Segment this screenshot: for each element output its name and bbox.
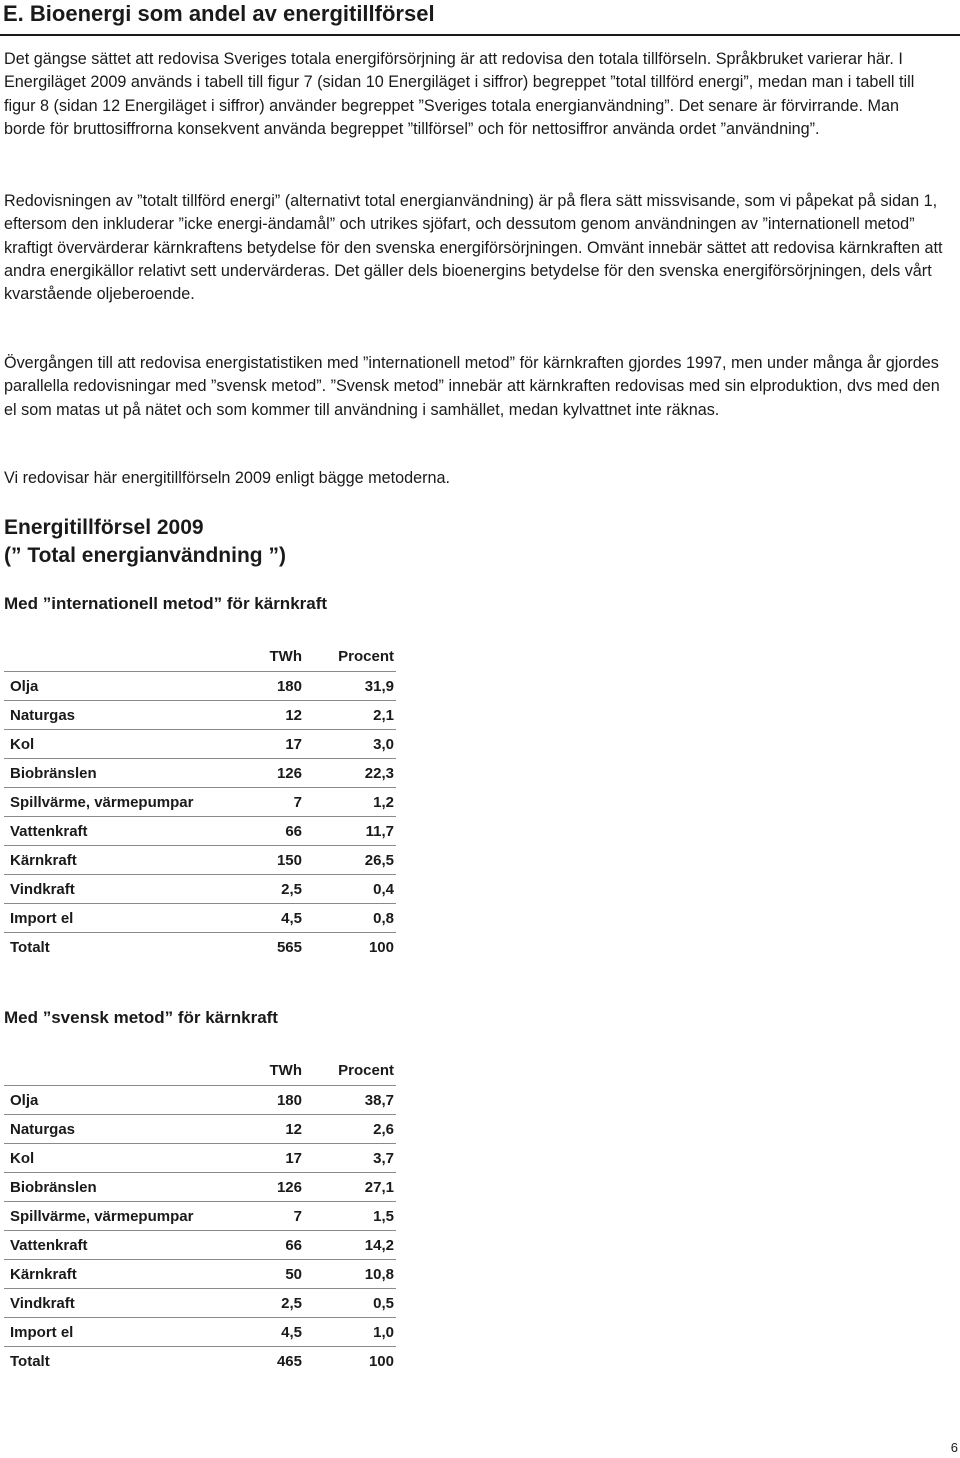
twh-cell: 4,5 <box>224 1318 304 1347</box>
twh-cell: 180 <box>224 1086 304 1115</box>
table-row <box>4 788 396 817</box>
twh-cell: 180 <box>224 672 304 701</box>
table-heading-swedish: Med ”svensk metod” för kärnkraft <box>4 1008 278 1027</box>
percent-cell: 0,8 <box>304 904 396 933</box>
table-row <box>4 1347 396 1376</box>
table-row <box>4 1231 396 1260</box>
table-row <box>4 904 396 933</box>
row-label: Naturgas <box>4 701 224 730</box>
table-row <box>4 672 396 701</box>
row-label: Vindkraft <box>4 1289 224 1318</box>
table-row <box>4 846 396 875</box>
percent-cell: 3,0 <box>304 730 396 759</box>
column-header-name <box>4 642 224 672</box>
twh-cell: 12 <box>224 1115 304 1144</box>
table-row <box>4 759 396 788</box>
row-label: Totalt <box>10 1352 50 1370</box>
paragraph-3: Övergången till att redovisa energistatistiken med ”internationell metod” för kärnkraften gjordes 1997, men under många år gjordes parallella redovisningar med ”svensk metod”. ”Svensk metod” innebär att kärnkraften redovisas med sin elproduktion, dvs med den el som matas ut på nätet och som kommer till användning i samhället, medan kylvattnet inte räknas. <box>4 354 940 419</box>
energy-table-swedish <box>4 1056 396 1375</box>
row-label: Vindkraft <box>4 875 224 904</box>
row-label: Kärnkraft <box>4 1260 224 1289</box>
row-label: Vattenkraft <box>4 1231 224 1260</box>
percent-cell: 3,7 <box>304 1144 396 1173</box>
percent-cell: 1,2 <box>304 788 396 817</box>
twh-cell: 126 <box>224 1173 304 1202</box>
row-label: Biobränslen <box>4 759 224 788</box>
table-body <box>4 672 396 962</box>
twh-cell: 7 <box>224 788 304 817</box>
table-row <box>4 1086 396 1115</box>
row-label: Olja <box>4 672 224 701</box>
percent-cell: 1,5 <box>304 1202 396 1231</box>
percent-cell: 2,6 <box>304 1115 396 1144</box>
row-label: Kol <box>4 730 224 759</box>
row-label: Biobränslen <box>4 1173 224 1202</box>
twh-cell: 2,5 <box>224 875 304 904</box>
twh-cell: 17 <box>224 730 304 759</box>
table-row <box>4 1115 396 1144</box>
row-label: Naturgas <box>4 1115 224 1144</box>
row-label: Totalt <box>10 938 50 956</box>
table-row <box>4 933 396 962</box>
twh-cell: 12 <box>224 701 304 730</box>
percent-cell: 100 <box>368 1352 394 1370</box>
paragraph-1: Det gängse sättet att redovisa Sveriges totala energiförsörjning är att redovisa den totala tillförseln. Språkbruket varierar här. I Energiläget 2009 används i tabell till figur 7 (sidan 10 Energiläget i siffror) begreppet ”total tillförd energi”, medan man i tabell till figur 8 (sidan 12 Energiläget i siffror) använder begreppet ”Sveriges totala energianvändning”. Det senare är förvirrande. Man borde för bruttosiffrorna konsekvent använda begreppet ”tillförsel” och för nettosiffror använda ordet ”användning”. <box>4 50 915 138</box>
table-row <box>4 701 396 730</box>
percent-cell: 1,0 <box>304 1318 396 1347</box>
row-label: Kärnkraft <box>4 846 224 875</box>
table-row <box>4 1289 396 1318</box>
table-row <box>4 1173 396 1202</box>
percent-cell: 0,4 <box>304 875 396 904</box>
table-row <box>4 1144 396 1173</box>
table-heading-international: Med ”internationell metod” för kärnkraft <box>4 594 328 613</box>
row-label: Olja <box>4 1086 224 1115</box>
twh-cell: 126 <box>224 759 304 788</box>
percent-cell: 22,3 <box>304 759 396 788</box>
row-label: Vattenkraft <box>4 817 224 846</box>
row-label: Import el <box>4 1318 224 1347</box>
row-label: Spillvärme, värmepumpar <box>4 788 224 817</box>
percent-cell: 31,9 <box>304 672 396 701</box>
percent-cell: 11,7 <box>304 817 396 846</box>
column-header-twh: TWh <box>224 1056 304 1086</box>
section-title: E. Bioenergi som andel av energitillförsel <box>0 0 960 36</box>
percent-cell: 14,2 <box>304 1231 396 1260</box>
energy-table-international <box>4 642 396 961</box>
table-body <box>4 1086 396 1376</box>
table-section-subtitle: (” Total energianvändning ”) <box>4 544 286 567</box>
twh-cell: 4,5 <box>224 904 304 933</box>
table-row <box>4 730 396 759</box>
percent-cell: 10,8 <box>304 1260 396 1289</box>
twh-cell: 465 <box>276 1352 302 1370</box>
twh-cell: 17 <box>224 1144 304 1173</box>
twh-cell: 66 <box>224 1231 304 1260</box>
page-number: 6 <box>950 1440 958 1455</box>
table-header-row <box>4 1056 396 1086</box>
percent-cell: 27,1 <box>304 1173 396 1202</box>
table-row <box>4 1202 396 1231</box>
column-header-twh: TWh <box>224 642 304 672</box>
row-label: Import el <box>4 904 224 933</box>
twh-cell: 50 <box>224 1260 304 1289</box>
column-header-percent: Procent <box>304 642 396 672</box>
twh-cell: 565 <box>276 938 302 956</box>
table-section-title: Energitillförsel 2009 <box>4 516 204 539</box>
table-row <box>4 875 396 904</box>
percent-cell: 38,7 <box>304 1086 396 1115</box>
percent-cell: 2,1 <box>304 701 396 730</box>
twh-cell: 7 <box>224 1202 304 1231</box>
table-row <box>4 817 396 846</box>
row-label: Kol <box>4 1144 224 1173</box>
paragraph-4: Vi redovisar här energitillförseln 2009 enligt bägge metoderna. <box>4 469 451 487</box>
percent-cell: 100 <box>368 938 394 956</box>
percent-cell: 26,5 <box>304 846 396 875</box>
twh-cell: 150 <box>224 846 304 875</box>
row-label: Spillvärme, värmepumpar <box>4 1202 224 1231</box>
table-header-row <box>4 642 396 672</box>
table-row <box>4 1318 396 1347</box>
twh-cell: 66 <box>224 817 304 846</box>
column-header-percent: Procent <box>304 1056 396 1086</box>
paragraph-2: Redovisningen av ”totalt tillförd energi” (alternativt total energianvändning) är på flera sätt missvisande, som vi påpekat på sidan 1, eftersom den inkluderar ”icke energi-ändamål” och utrikes sjöfart, och dessutom genom användningen av ”internationell metod” kraftigt övervärderar kärnkraftens betydelse för den svenska energiförsörjningen. Omvänt innebär sättet att redovisa kärnkraften att andra energikällor relativt sett undervärderas. Det gäller dels bioenergins betydelse för den svenska energiförsörjningen, dels vårt kvarstående oljeberoende. <box>4 192 943 304</box>
twh-cell: 2,5 <box>224 1289 304 1318</box>
column-header-name <box>4 1056 224 1086</box>
table-row <box>4 1260 396 1289</box>
percent-cell: 0,5 <box>304 1289 396 1318</box>
